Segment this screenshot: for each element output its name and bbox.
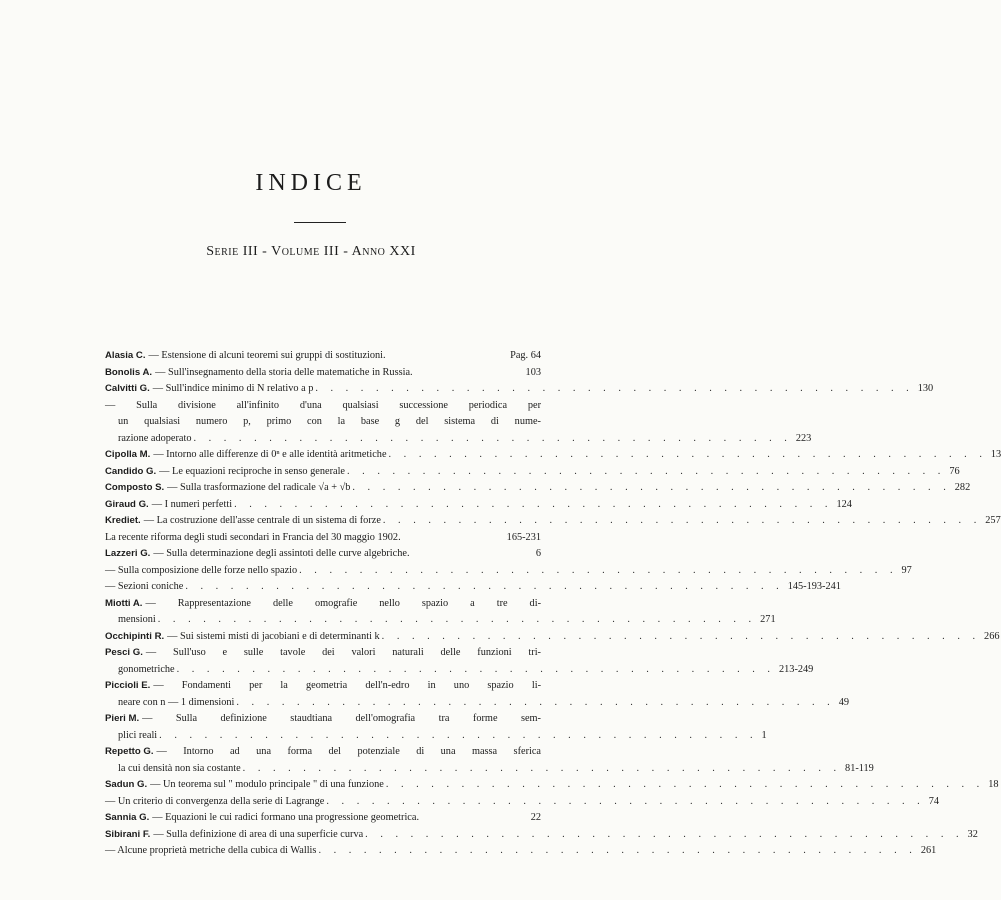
page-subtitle: Serie III - Volume III - Anno XXI [206, 244, 416, 259]
entry-page: 74 [928, 795, 940, 807]
entry-title: — Sull'insegnamento della storia delle matematiche in Russia. [155, 366, 413, 378]
entry-author: Bonolis A. [105, 366, 153, 378]
entry-title: la cui densità non sia costante [118, 762, 241, 774]
entry-author: Pesci G. [105, 647, 143, 658]
entry-page: 130 [917, 383, 934, 394]
entry-page: 223 [795, 432, 812, 444]
entry-title: plici reali [118, 729, 158, 741]
entry-page: 18 [988, 779, 999, 790]
entry-page: 81-119 [845, 762, 874, 774]
entry-page: 22 [530, 812, 541, 823]
leader-dots: . . . . . . . . . . . . . . . . . . . . . . . . . . . . . . . . . . . . . . . . [382, 515, 982, 526]
entry-author: Candido G. [105, 465, 157, 477]
leader-dots: . . . . . . . . . . . . . . . . . . . . . . . . . . . . . . . . . . . . . . . . [365, 828, 964, 840]
index-entry [105, 662, 814, 679]
leader-dots: . . . . . . . . . . . . . . . . . . . . . . . . . . . . . . . . . . . . . . . . [185, 581, 784, 592]
entry-title: — La costruzione dell'asse centrale di un sistema di forze [143, 515, 381, 526]
leader-dots: . . . . . . . . . . . . . . . . . . . . . . . . . . . . . . . . . . . . . . . . [315, 383, 914, 394]
leader-dots: . . . . . . . . . . . . . . . . . . . . . . . . . . . . . . . . . . . . . . . . [193, 432, 792, 444]
leader-dots: . . . . . . . . . . . . . . . . . . . . . . . . . . . . . . . . . . . . . . . . [326, 795, 925, 807]
index-entry [105, 596, 541, 613]
entry-title: — Sezioni coniche [105, 581, 184, 592]
index-entry [105, 827, 978, 844]
index-entry [105, 530, 541, 547]
entry-title: — Alcune proprietà metriche della cubica di Wallis [105, 845, 317, 856]
leader-dots: . . . . . . . . . . . . . . . . . . . . . . . . . . . . . . . . . . . . . . . . [381, 630, 981, 642]
entry-author: Repetto G. [105, 746, 154, 757]
entry-author: Piccioli E. [105, 680, 151, 691]
entry-title: — Equazioni le cui radici formano una progressione geometrica. [152, 812, 420, 823]
entry-page: 261 [920, 845, 937, 856]
entry-page: 13 [990, 449, 1001, 460]
page-title: INDICE [255, 170, 367, 196]
index-entry [105, 678, 541, 695]
entry-page: 49 [838, 696, 850, 708]
entry-page: 165-231 [506, 531, 541, 543]
leader-dots: . . . . . . . . . . . . . . . . . . . . . . . . . . . . . . . . . . . . . . . . [388, 449, 987, 460]
entry-author: Cipolla M. [105, 449, 151, 460]
leader-dots: . . . . . . . . . . . . . . . . . . . . . . . . . . . . . . . . . . . . . . . . [176, 663, 775, 675]
entry-title: — Sulla divisione all'infinito d'una qualsiasi successione periodica per [105, 399, 541, 411]
entry-author: Lazzeri G. [105, 548, 151, 559]
title-rule [294, 222, 346, 223]
index-entry [105, 794, 940, 811]
index-entry [105, 711, 541, 728]
entry-title: — I numeri perfetti [151, 498, 233, 510]
index-entry [105, 612, 776, 629]
entry-title: — Le equazioni reciproche in senso generale [159, 465, 346, 477]
entry-author: Occhipinti R. [105, 630, 165, 642]
index-entry [105, 365, 541, 382]
entry-title: — Sui sistemi misti di jacobiani e di determinanti k [167, 630, 380, 642]
entry-page: 76 [949, 465, 960, 477]
entry-author: Sibirani F. [105, 828, 151, 840]
entry-title: — Rappresentazione delle omografie nello spazio a tre di- [145, 597, 541, 609]
index-entry [105, 810, 541, 827]
entry-title: — Sull'indice minimo di N relativo a p [152, 383, 314, 394]
entry-title: — Intorno alle differenze di 0ⁿ e alle identità aritmetiche [153, 449, 387, 460]
entry-author: Miotti A. [105, 597, 143, 609]
entry-page: 266 [984, 630, 1000, 642]
entry-title: La recente riforma degli studi secondari in Francia del 30 maggio 1902. [105, 531, 401, 543]
entry-title: — Sulla definizione di area di una superficie curva [153, 828, 364, 840]
entry-author: Alasia C. [105, 350, 146, 361]
entry-author: Pieri M. [105, 713, 140, 724]
entry-author: Sadun G. [105, 779, 148, 790]
index-entry [105, 480, 971, 497]
index-entry [105, 447, 1001, 464]
index-entry [105, 579, 841, 596]
index-entry [105, 645, 541, 662]
index-entry [105, 431, 812, 448]
leader-dots: . . . . . . . . . . . . . . . . . . . . . . . . . . . . . . . . . . . . . . . . [236, 696, 835, 708]
entry-author: Krediet. [105, 515, 141, 526]
index-entry [105, 464, 960, 481]
index-entry [105, 381, 934, 398]
index-list [105, 348, 1001, 860]
entry-title: — Un teorema sul " modulo principale " di una funzione [150, 779, 384, 790]
entry-title: gonometriche [118, 663, 175, 675]
entry-title: mensioni [118, 614, 156, 625]
entry-page: 124 [836, 498, 852, 510]
index-entry [105, 348, 541, 365]
index-entry [105, 744, 541, 761]
leader-dots: . . . . . . . . . . . . . . . . . . . . . . . . . . . . . . . . . . . . . . . . [242, 762, 842, 774]
leader-dots: . . . . . . . . . . . . . . . . . . . . . . . . . . . . . . . . . . . . . . . . [347, 465, 946, 477]
entry-title: — Sulla definizione staudtiana dell'omografia tra forme sem- [142, 713, 541, 724]
index-entry [105, 563, 912, 580]
index-entry [105, 843, 937, 860]
entry-title: — Intorno ad una forma del potenziale di una massa sferica [156, 746, 541, 757]
entry-title: — Estensione di alcuni teoremi sui gruppi di sostituzioni. [148, 350, 386, 361]
entry-author: Composto S. [105, 482, 165, 493]
index-entry [105, 398, 541, 415]
index-entry [105, 695, 850, 712]
entry-page: 97 [901, 564, 912, 576]
entry-title: razione adoperato [118, 432, 192, 444]
entry-page: 213-249 [779, 663, 814, 675]
entry-page: 257 [985, 515, 1001, 526]
index-entry [105, 777, 999, 794]
entry-author: Sannia G. [105, 812, 150, 823]
entry-author: Calvitti G. [105, 383, 150, 394]
leader-dots: . . . . . . . . . . . . . . . . . . . . . . . . . . . . . . . . . . . . . . . . [299, 564, 898, 576]
index-entry [105, 546, 541, 563]
entry-page: 32 [967, 828, 978, 840]
index-entry [105, 629, 1000, 646]
entry-title: — Fondamenti per la geometria dell'n-edro in uno spazio li- [153, 680, 541, 691]
entry-page: Pag. 64 [510, 350, 541, 361]
entry-title: un qualsiasi numero p, primo con la base g del sistema di nume- [118, 416, 541, 427]
entry-page: 6 [535, 548, 541, 559]
leader-dots: . . . . . . . . . . . . . . . . . . . . . . . . . . . . . . . . . . . . . . . . [234, 498, 833, 510]
entry-title: — Sulla determinazione degli assintoti delle curve algebriche. [153, 548, 410, 559]
entry-page: 271 [760, 614, 776, 625]
entry-title: neare con n — 1 dimensioni [118, 696, 235, 708]
entry-page: 282 [954, 482, 971, 493]
entry-title: — Sulla trasformazione del radicale √a + √b [167, 482, 351, 493]
entry-title: — Sulla composizione delle forze nello spazio [105, 564, 298, 576]
leader-dots: . . . . . . . . . . . . . . . . . . . . . . . . . . . . . . . . . . . . . . . . [385, 779, 985, 790]
entry-author: Giraud G. [105, 498, 149, 510]
leader-dots: . . . . . . . . . . . . . . . . . . . . . . . . . . . . . . . . . . . . . . . . [352, 482, 951, 493]
leader-dots: . . . . . . . . . . . . . . . . . . . . . . . . . . . . . . . . . . . . . . . . [159, 729, 758, 741]
entry-title: — Un criterio di convergenza della serie di Lagrange [105, 795, 325, 807]
index-entry [105, 513, 1001, 530]
entry-title: — Sull'uso e sulle tavole dei valori naturali delle funzioni tri- [145, 647, 541, 658]
entry-page: 103 [525, 366, 541, 378]
leader-dots: . . . . . . . . . . . . . . . . . . . . . . . . . . . . . . . . . . . . . . . . [157, 614, 757, 625]
entry-page: 1 [761, 729, 767, 741]
index-entry [105, 728, 767, 745]
index-entry [105, 414, 541, 431]
index-entry [105, 761, 874, 778]
leader-dots: . . . . . . . . . . . . . . . . . . . . . . . . . . . . . . . . . . . . . . . . [318, 845, 917, 856]
entry-page: 145-193-241 [787, 581, 841, 592]
index-entry [105, 497, 852, 514]
